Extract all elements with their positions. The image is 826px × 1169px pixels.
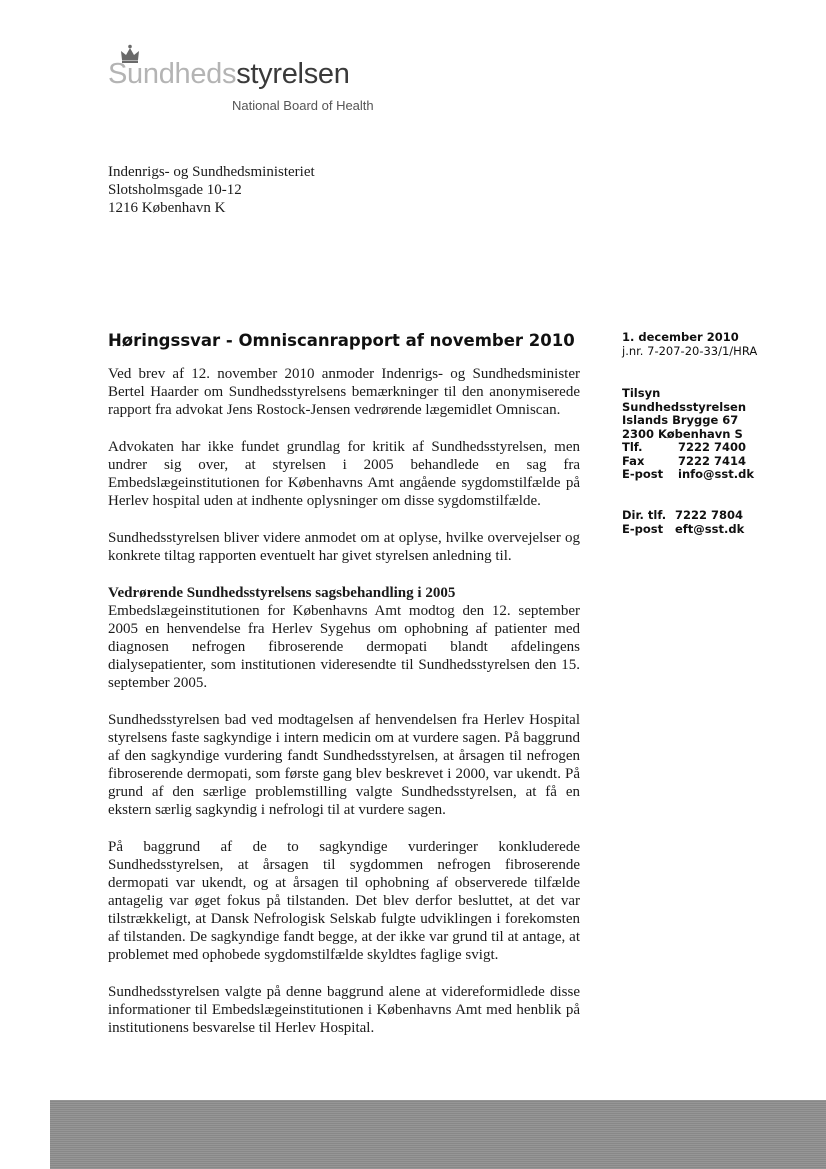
recipient-address	[108, 163, 315, 217]
department: Tilsyn	[622, 386, 661, 400]
sidebar-address-block	[622, 387, 754, 482]
direct-phone-value: 7222 7804	[675, 508, 744, 522]
direct-phone-label: Dir. tlf.	[622, 508, 667, 522]
sidebar-date-block	[622, 331, 757, 358]
paragraph-1: Ved brev af 12. november 2010 anmoder Indenrigs- og Sundhedsminister Bertel Haarder om Sundhedsstyrelsens bemærkninger til den anonymiserede rapport fra advokat Jens Rostock-Jensen vedrørende lægemidlet Omniscan.	[108, 366, 580, 418]
section-heading: Vedrørende Sundhedsstyrelsens sagsbehandling i 2005	[108, 585, 456, 601]
sidebar-direct-block	[622, 509, 744, 536]
recipient-line-3: 1216 København K	[108, 200, 226, 216]
email-label: E-post	[622, 467, 664, 481]
direct-email-row	[622, 523, 744, 537]
paragraph-7: Sundhedsstyrelsen valgte på denne baggrund alene at videreformidlede disse informationer til Embedslægeinstitutionen i Københavns Amt med henblik på institutionens besvarelse til Herlev Hospital.	[108, 984, 580, 1036]
fax-value: 7222 7414	[678, 453, 747, 468]
street: Islands Brygge 67	[622, 413, 739, 427]
paragraph-2: Advokaten har ikke fundet grundlag for kritik af Sundhedsstyrelsen, men undrer sig over, at styrelsen i 2005 behandlede en sag fra Embedslægeinstitutionen for Københavns Amt angående sygdomstilfælde på Herlev hospital uden at indhente oplysninger om disse sygdomstilfælde.	[108, 439, 580, 509]
fax-label: Fax	[622, 453, 645, 468]
letter-body	[108, 365, 580, 1056]
direct-email-value: eft@sst.dk	[675, 521, 745, 536]
logo-word-light: Sundheds	[108, 58, 237, 90]
email-value: info@sst.dk	[678, 467, 754, 481]
recipient-line-1: Indenrigs- og Sundhedsministeriet	[108, 164, 315, 180]
city: 2300 København S	[622, 426, 743, 441]
organisation: Sundhedsstyrelsen	[622, 399, 747, 414]
paragraph-6: På baggrund af de to sagkyndige vurderinger konkluderede Sundhedsstyrelsen, at årsagen til sygdommen nefrogen fibroserende dermopati var ukendt, og at årsagen til ophobning af observerede tilfælde antagelig var øget fokus på tilstanden. Det blev derfor besluttet, at det var tilstrækkeligt, at Dansk Nefrologisk Selskab fulgte udviklingen i forekomsten af tilstanden. De sagkyndige fandt begge, at der ikke var grund til at antage, at problemet med ophobede sygdomstilfælde skyldtes faglige svigt.	[108, 839, 580, 963]
direct-email-label: E-post	[622, 521, 664, 536]
journal-number: j.nr. 7-207-20-33/1/HRA	[622, 343, 758, 358]
phone-value: 7222 7400	[678, 440, 747, 454]
direct-phone-row	[622, 509, 744, 523]
letter-date: 1. december 2010	[622, 330, 739, 344]
footer-band	[50, 1100, 826, 1169]
paragraph-5: Sundhedsstyrelsen bad ved modtagelsen af henvendelsen fra Herlev Hospital styrelsens faste sagkyndige i intern medicin om at vurdere sagen. På baggrund af den sagkyndige vurdering fandt Sundhedsstyrelsen, at årsagen til nefrogen fibroserende dermopati, som første gang blev beskrevet i 2000, var ukendt. På grund af den særlige problemstilling valgte Sundhedsstyrelsen, at få en ekstern særlig sagkyndig i nefrologi til at vurdere sagen.	[108, 712, 580, 818]
logo-subtitle: National Board of Health	[232, 98, 374, 113]
paragraph-4: Embedslægeinstitutionen for Københavns Amt modtog den 12. september 2005 en henvendelse fra Herlev Sygehus om ophobning af patienter med diagnosen nefrogen fibroserende dermopati blandt afdelingens dialysepatienter, som institutionen videresendte til Sundhedsstyrelsen den 15. september 2005.	[108, 603, 580, 691]
fax-row	[622, 455, 754, 469]
paragraph-3: Sundhedsstyrelsen bliver videre anmodet om at oplyse, hvilke overvejelser og konkrete tiltag rapporten eventuelt har givet styrelsen anledning til.	[108, 530, 580, 564]
email-row	[622, 468, 754, 482]
phone-label: Tlf.	[622, 440, 643, 454]
phone-row	[622, 441, 754, 455]
logo-word-dark: styrelsen	[236, 58, 350, 90]
recipient-line-2: Slotsholmsgade 10-12	[108, 182, 242, 198]
logo-wordmark	[108, 58, 350, 91]
sundhedsstyrelsen-logo	[108, 44, 408, 124]
letter-subject: Høringssvar - Omniscanrapport af november 2010	[108, 331, 575, 350]
